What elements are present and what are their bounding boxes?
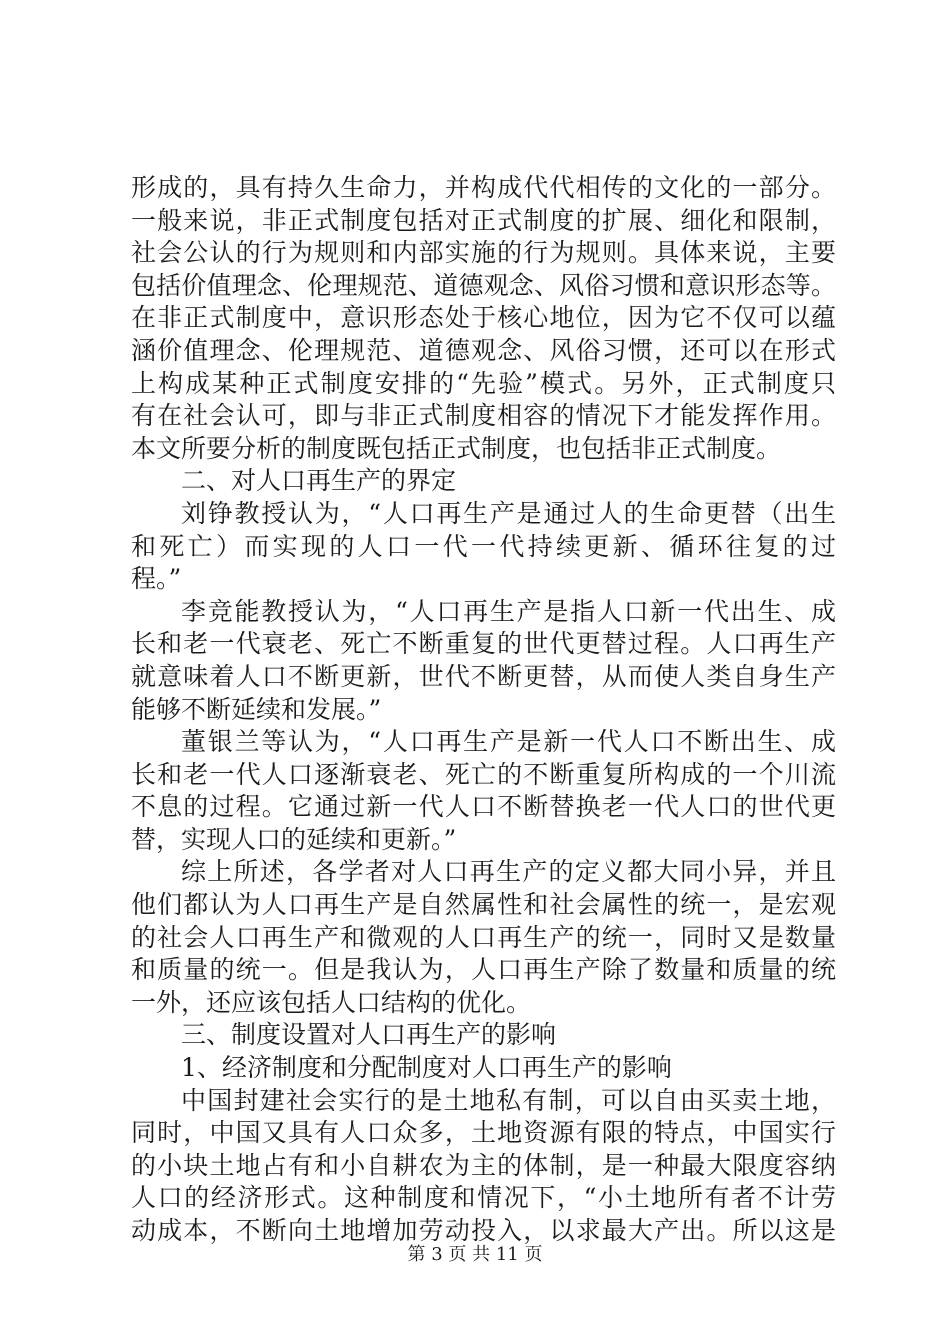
text-line: 上构成某种正式制度安排的“先验”模式。另外，正式制度只 xyxy=(131,368,836,398)
text-line: 人口的经济形式。这种制度和情况下，“小土地所有者不计劳 xyxy=(131,1183,836,1213)
text-line: 刘铮教授认为，“人口再生产是通过人的生命更替（出生 xyxy=(181,498,836,528)
text-line: 不息的过程。它通过新一代人口不断替换老一代人口的世代更 xyxy=(131,792,836,822)
text-line: 本文所要分析的制度既包括正式制度，也包括非正式制度。 xyxy=(131,433,782,463)
text-line: 和质量的统一。但是我认为，人口再生产除了数量和质量的统 xyxy=(131,955,836,985)
text-line: 李竞能教授认为，“人口再生产是指人口新一代出生、成 xyxy=(181,596,836,626)
section-heading: 三、制度设置对人口再生产的影响 xyxy=(181,1020,557,1050)
text-line: 同时，中国又具有人口众多，土地资源有限的特点，中国实行 xyxy=(131,1118,836,1148)
text-line: 的小块土地占有和小自耕农为主的体制，是一种最大限度容纳 xyxy=(131,1150,836,1180)
text-line: 的社会人口再生产和微观的人口再生产的统一，同时又是数量 xyxy=(131,922,836,952)
text-line: 社会公认的行为规则和内部实施的行为规则。具体来说，主要 xyxy=(131,238,836,268)
text-line: 能够不断延续和发展。” xyxy=(131,694,382,724)
text-line: 程。” xyxy=(131,564,182,594)
text-line: 在非正式制度中，意识形态处于核心地位，因为它不仅可以蕴 xyxy=(131,303,836,333)
text-line: 董银兰等认为，“人口再生产是新一代人口不断出生、成 xyxy=(181,727,836,757)
page-footer: 第 3 页 共 11 页 xyxy=(407,1244,543,1265)
document-body xyxy=(131,172,836,1248)
text-line: 形成的，具有持久生命力，并构成代代相传的文化的一部分。 xyxy=(131,173,836,202)
text-line: 和死亡）而实现的人口一代一代持续更新、循环往复的过 xyxy=(131,531,836,561)
section-heading: 二、对人口再生产的界定 xyxy=(181,466,457,496)
text-line: 包括价值理念、伦理规范、道德观念、风俗习惯和意识形态等。 xyxy=(131,270,836,300)
text-line: 他们都认为人口再生产是自然属性和社会属性的统一，是宏观 xyxy=(131,890,836,920)
text-line: 一般来说，非正式制度包括对正式制度的扩展、细化和限制， xyxy=(131,205,836,235)
text-line: 涵价值理念、伦理规范、道德观念、风俗习惯，还可以在形式 xyxy=(131,335,836,365)
text-line: 一外，还应该包括人口结构的优化。 xyxy=(131,987,532,1017)
text-line: 综上所述，各学者对人口再生产的定义都大同小异，并且 xyxy=(181,857,836,887)
text-line: 长和老一代人口逐渐衰老、死亡的不断重复所构成的一个川流 xyxy=(131,759,836,789)
text-line: 替，实现人口的延续和更新。” xyxy=(131,824,457,854)
text-line: 动成本，不断向土地增加劳动投入，以求最大产出。所以这是 xyxy=(131,1216,836,1245)
text-line: 有在社会认可，即与非正式制度相容的情况下才能发挥作用。 xyxy=(131,401,836,431)
section-heading: 1、经济制度和分配制度对人口再生产的影响 xyxy=(181,1053,672,1083)
text-line: 中国封建社会实行的是土地私有制，可以自由买卖土地， xyxy=(181,1085,836,1115)
text-line: 长和老一代衰老、死亡不断重复的世代更替过程。人口再生产 xyxy=(131,629,836,659)
text-line: 就意味着人口不断更新，世代不断更替，从而使人类自身生产 xyxy=(131,661,836,691)
